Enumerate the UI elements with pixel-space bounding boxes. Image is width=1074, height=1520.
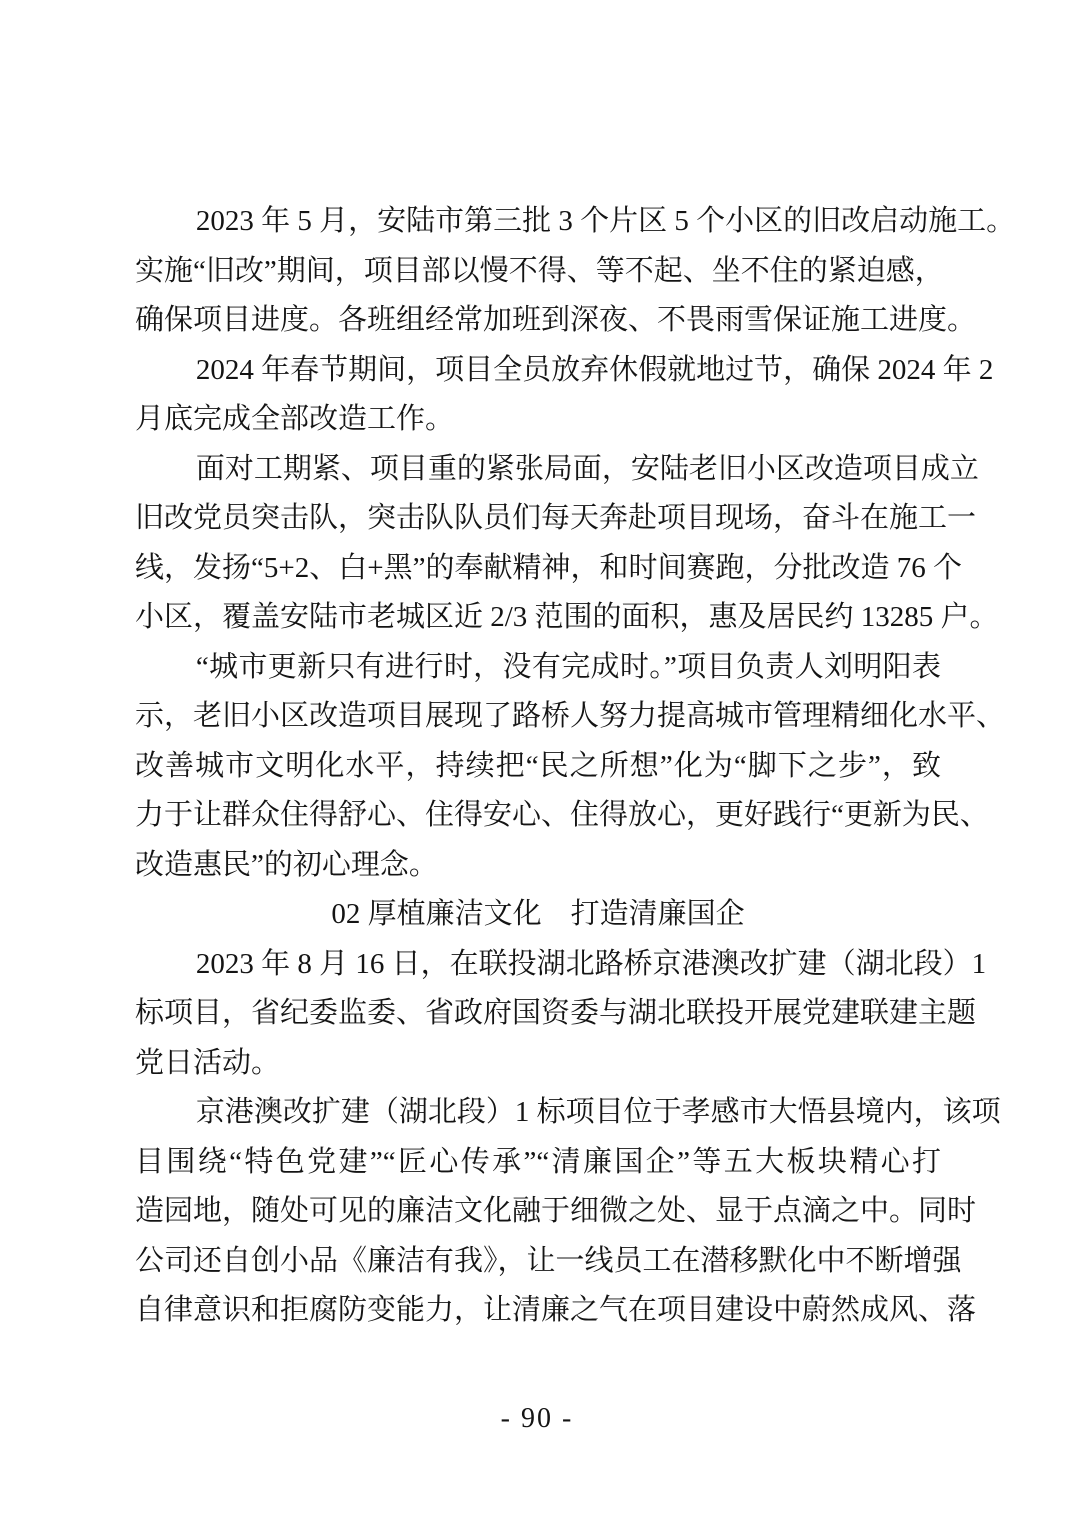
section-heading: 02 厚植廉洁文化 打造清廉国企 bbox=[331, 898, 745, 930]
paragraph-line: 示，老旧小区改造项目展现了路桥人努力提高城市管理精细化水平、 bbox=[135, 700, 1006, 732]
paragraph-line: 实施“旧改”期间，项目部以慢不得、等不起、坐不住的紧迫感， bbox=[135, 254, 944, 287]
paragraph-line: 京港澳改扩建（湖北段）1 标项目位于孝感市大悟县境内，该项 bbox=[195, 1096, 1001, 1128]
paragraph-line: 目围绕“特色党建”“匠心传承”“清廉国企”等五大板块精心打 bbox=[135, 1145, 941, 1178]
paragraph-line: 2024 年春节期间，项目全员放弃休假就地过节，确保 2024 年 2 bbox=[195, 353, 994, 386]
paragraph-line: 线，发扬“5+2、白+黑”的奉献精神，和时间赛跑，分批改造 76 个 bbox=[135, 551, 962, 584]
paragraph-line: 2023 年 8 月 16 日，在联投湖北路桥京港澳改扩建（湖北段）1 bbox=[195, 947, 987, 980]
paragraph-line: 标项目，省纪委监委、省政府国资委与湖北联投开展党建联建主题 bbox=[135, 997, 977, 1029]
paragraph-line: 面对工期紧、项目重的紧张局面，安陆老旧小区改造项目成立 bbox=[195, 452, 979, 485]
paragraph-line: 力于让群众住得舒心、住得安心、住得放心，更好践行“更新为民、 bbox=[135, 799, 989, 831]
paragraph-line: 公司还自创小品《廉洁有我》，让一线员工在潜移默化中不断增强 bbox=[135, 1244, 962, 1277]
paragraph-line: 小区，覆盖安陆市老城区近 2/3 范围的面积，惠及居民约 13285 户。 bbox=[135, 601, 999, 633]
paragraph-line: 党日活动。 bbox=[135, 1046, 281, 1079]
page-number: - 90 - bbox=[500, 1403, 574, 1434]
paragraph-line: 改造惠民”的初心理念。 bbox=[135, 848, 438, 881]
paragraph-line: 改善城市文明化水平，持续把“民之所想”化为“脚下之步”，致 bbox=[135, 749, 941, 782]
document-body bbox=[135, 197, 1016, 1336]
paragraph-line: 旧改党员突击队，突击队队员们每天奔赴项目现场，奋斗在施工一 bbox=[135, 502, 977, 534]
paragraph-line: 月底完成全部改造工作。 bbox=[135, 403, 455, 435]
paragraph-line: 自律意识和拒腐防变能力，让清廉之气在项目建设中蔚然成风、落 bbox=[135, 1294, 977, 1326]
paragraph-line: 造园地，随处可见的廉洁文化融于细微之处、显于点滴之中。同时 bbox=[135, 1195, 977, 1227]
paragraph-line: 2023 年 5 月，安陆市第三批 3 个片区 5 个小区的旧改启动施工。 bbox=[195, 205, 1016, 237]
paragraph-line: “城市更新只有进行时，没有完成时。”项目负责人刘明阳表 bbox=[195, 650, 941, 683]
paragraph-line: 确保项目进度。各班组经常加班到深夜、不畏雨雪保证施工进度。 bbox=[135, 304, 977, 336]
